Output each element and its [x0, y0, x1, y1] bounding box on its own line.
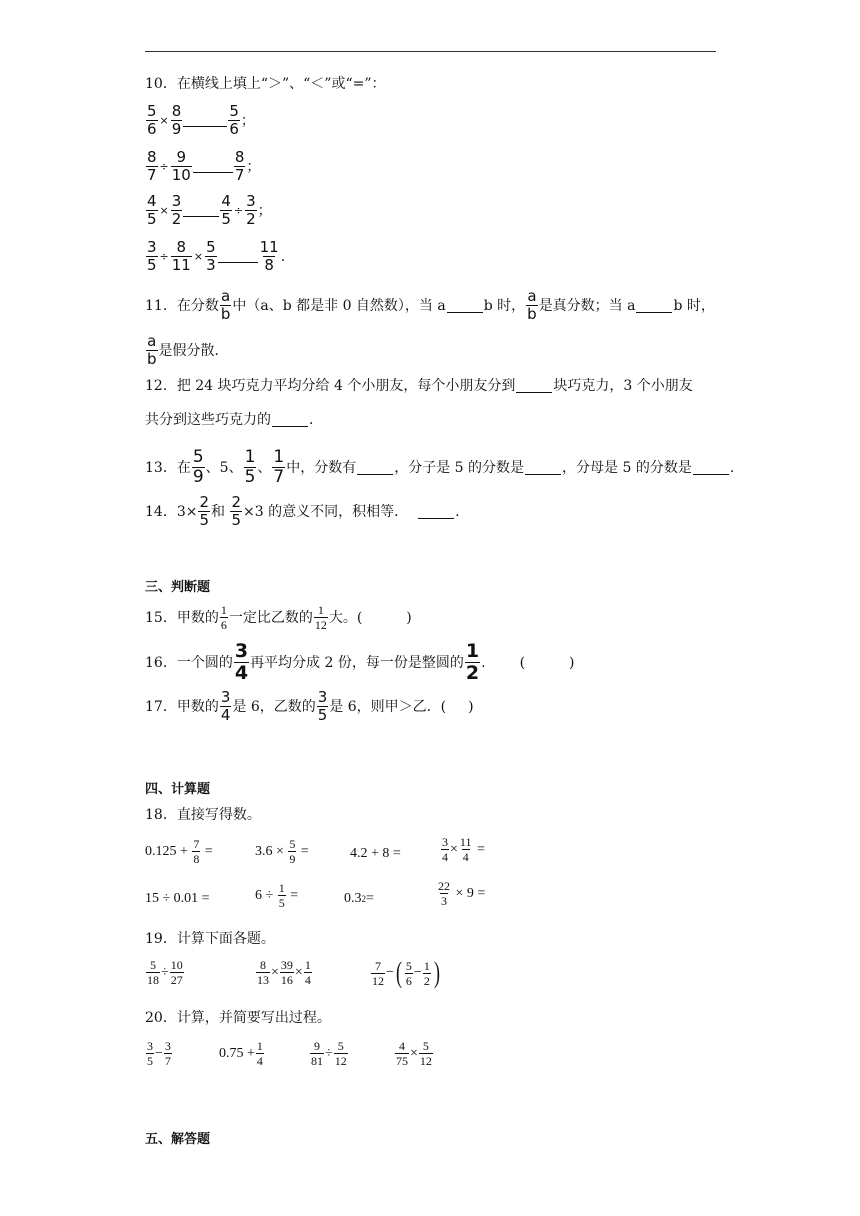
- calc-item: 0.75 + $\frac{1}{4}$: [219, 1039, 263, 1068]
- numerator: a: [147, 332, 157, 350]
- denominator: 6: [220, 618, 227, 632]
- operator: ÷: [233, 203, 244, 217]
- section-5-heading: 五、解答题: [145, 1132, 211, 1147]
- denominator: 5: [244, 467, 256, 487]
- numerator: 4: [221, 192, 231, 210]
- calc-item: 6 ÷ $\frac{1}{5}$ =: [255, 881, 299, 910]
- denominator: 5: [199, 511, 209, 529]
- answer-blank[interactable]: [357, 461, 393, 475]
- denominator: 16: [280, 973, 293, 987]
- fraction: [220, 690, 232, 723]
- numerator: a: [527, 287, 537, 305]
- numerator: 8: [234, 148, 245, 166]
- fraction: [465, 642, 480, 683]
- numerator: 9: [176, 148, 187, 166]
- denominator: 4: [462, 850, 469, 864]
- calc-item: 15 ÷ 0.01 =: [145, 891, 210, 906]
- numerator: 1: [244, 447, 256, 467]
- numerator: 8: [147, 148, 157, 166]
- denominator: 3: [441, 894, 447, 908]
- numerator: 8: [260, 958, 266, 972]
- denominator: 3: [206, 256, 216, 274]
- fraction: [164, 1040, 172, 1067]
- answer-blank[interactable]: [272, 413, 308, 427]
- fraction: [171, 194, 183, 227]
- numerator: 1: [220, 603, 227, 617]
- denominator: 7: [164, 1054, 171, 1068]
- numerator: 7: [375, 958, 381, 973]
- numerator: 4: [147, 192, 157, 210]
- question-13: 13．在 $\frac{5}{9}$ 、5、 $\frac{1}{5}$ 、 $\frac{1}{7}$ 中，分数有 ，分子是 5 的分数是 ，分母是 5 的分数是 .: [145, 447, 735, 487]
- answer-blank[interactable]: [525, 461, 561, 475]
- denominator: b: [220, 305, 231, 323]
- question-10-line-2: $\frac{8}{7}$ ÷ $\frac{9}{10}$ $\frac{8}{7}$ ；: [147, 148, 261, 184]
- fraction: [170, 959, 184, 986]
- denominator: 6: [405, 973, 412, 988]
- fraction: [171, 240, 192, 273]
- denominator: 5: [147, 256, 157, 274]
- numerator: 3: [147, 1039, 153, 1053]
- fraction: [234, 642, 249, 683]
- numerator: 5: [206, 238, 216, 256]
- numerator: 3: [442, 835, 448, 849]
- denominator: 11: [171, 256, 191, 274]
- numerator: 9: [314, 1039, 320, 1053]
- denominator: b: [147, 350, 157, 368]
- numerator: 5: [150, 958, 156, 972]
- fraction: [146, 104, 158, 137]
- fraction: [317, 690, 329, 723]
- denominator: 5: [147, 210, 157, 228]
- calc-item: $\frac{8}{13}$ × $\frac{39}{16}$ × $\frac{1}{4}$: [257, 958, 311, 987]
- fraction: [244, 449, 257, 486]
- numerator: 5: [289, 837, 296, 851]
- numerator: 3: [317, 688, 328, 706]
- numerator: 22: [438, 879, 450, 893]
- fraction: [192, 838, 200, 865]
- numerator: 4: [399, 1039, 405, 1053]
- fraction: [230, 495, 242, 528]
- numerator: 5: [229, 102, 239, 120]
- denominator: 5: [231, 511, 241, 529]
- fraction: [310, 1040, 324, 1067]
- fraction: [371, 960, 385, 987]
- header-rule: [145, 51, 716, 52]
- fraction: [192, 449, 205, 486]
- fraction: [234, 150, 246, 183]
- answer-blank[interactable]: [218, 250, 258, 263]
- answer-blank[interactable]: [447, 299, 483, 313]
- question-10-line-1: $\frac{5}{6}$ × $\frac{8}{9}$ $\frac{5}{6}$ ；: [147, 102, 255, 138]
- question-14: 14．3× $\frac{2}{5}$ 和 $\frac{2}{5}$ ×3 的意义不同，积相等． .: [145, 493, 460, 529]
- operator: ÷: [159, 249, 169, 263]
- numerator: 3: [246, 192, 256, 210]
- question-12-line-1: 12．把 24 块巧克力平均分给 4 个小朋友，每个小朋友分到 块巧克力，3 个小朋友: [145, 378, 693, 394]
- fraction: [526, 289, 538, 322]
- calc-item: $\frac{3}{5}$ − $\frac{3}{7}$: [147, 1039, 171, 1068]
- fraction: [280, 959, 294, 986]
- calc-item: 0.3 2 =: [344, 891, 374, 906]
- denominator: 7: [273, 467, 285, 487]
- fraction: [419, 1040, 433, 1067]
- numerator: 1: [273, 447, 285, 467]
- denominator: 4: [220, 706, 231, 724]
- fraction: [405, 960, 413, 987]
- question-19-prompt: 19．计算下面各题。: [145, 931, 275, 947]
- fraction: [437, 880, 451, 907]
- answer-blank[interactable]: [183, 204, 219, 217]
- fraction: [278, 882, 286, 909]
- fraction: [228, 104, 240, 137]
- numerator: 1: [256, 1039, 263, 1053]
- denominator: 7: [234, 166, 245, 184]
- operator: ×: [193, 249, 204, 263]
- question-10-prompt: 10．在横线上填上“＞”、“＜”或“=”：: [145, 76, 386, 92]
- fraction: [304, 959, 312, 986]
- numerator: 5: [337, 1039, 344, 1053]
- numerator: 5: [192, 447, 204, 467]
- fraction: [459, 836, 473, 863]
- calc-item: 0.125 + $\frac{7}{8}$ =: [145, 837, 213, 866]
- denominator: 8: [264, 256, 274, 274]
- denominator: 12: [372, 973, 384, 988]
- numerator: 5: [147, 102, 157, 120]
- question-11-line-1: 11．在分数 $\frac{a}{b}$ 中（a、b 都是非 0 自然数），当 a b 时， $\frac{a}{b}$ 是真分数；当 a b 时，: [145, 287, 715, 323]
- calc-item: $\frac{9}{81}$ ÷ $\frac{5}{12}$: [311, 1039, 347, 1068]
- numerator: 3: [171, 192, 182, 210]
- answer-blank[interactable]: [636, 299, 672, 313]
- denominator: 5: [317, 706, 328, 724]
- denominator: 4: [304, 973, 311, 987]
- denominator: 5: [221, 210, 231, 228]
- operator: ×: [159, 113, 169, 127]
- fraction: [256, 1040, 264, 1067]
- denominator: 9: [289, 852, 296, 866]
- denominator: b: [527, 305, 537, 323]
- question-12-line-2: 共分到这些巧克力的 ．: [145, 412, 323, 428]
- calc-item: 3.6 × $\frac{5}{9}$ =: [255, 837, 309, 866]
- denominator: 13: [257, 973, 269, 987]
- numerator: 2: [231, 493, 241, 511]
- denominator: 9: [171, 120, 182, 138]
- denominator: 2: [423, 973, 430, 988]
- denominator: 4: [442, 850, 448, 864]
- question-11-line-2: $\frac{a}{b}$ 是假分散．: [147, 332, 229, 368]
- answer-blank[interactable]: [193, 160, 233, 173]
- numerator: 11: [259, 238, 279, 256]
- denominator: 81: [311, 1054, 323, 1068]
- denominator: 8: [193, 852, 200, 866]
- operator: ÷: [159, 159, 169, 173]
- section-4-heading: 四、计算题: [145, 782, 211, 797]
- denominator: 18: [147, 973, 159, 987]
- numerator: 3: [220, 688, 231, 706]
- fraction: [146, 959, 160, 986]
- denominator: 4: [256, 1054, 263, 1068]
- numerator: 10: [170, 958, 183, 972]
- numerator: 1: [465, 640, 480, 662]
- fraction: [146, 194, 158, 227]
- fraction: [272, 449, 285, 486]
- fraction: [423, 960, 431, 987]
- numerator: 1: [278, 881, 285, 895]
- fraction: [441, 836, 449, 863]
- numerator: 1: [423, 958, 430, 973]
- numerator: 5: [405, 958, 412, 973]
- numerator: 7: [193, 837, 200, 851]
- denominator: 9: [192, 467, 204, 487]
- fraction: [288, 838, 296, 865]
- answer-blank[interactable]: [418, 505, 454, 519]
- fraction: [171, 150, 192, 183]
- question-20-prompt: 20．计算，并简要写出过程。: [145, 1010, 331, 1026]
- numerator: 1: [317, 603, 324, 617]
- denominator: 2: [246, 210, 256, 228]
- question-15: 15．甲数的 $\frac{1}{6}$ 一定比乙数的 $\frac{1}{12}$ 大。( ): [145, 603, 412, 632]
- denominator: 75: [396, 1054, 408, 1068]
- fraction: [146, 1040, 154, 1067]
- numerator: 39: [280, 958, 293, 972]
- fraction: [146, 150, 158, 183]
- numerator: a: [220, 287, 231, 305]
- calc-item: $\frac{5}{18}$ ÷ $\frac{10}{27}$: [147, 958, 183, 987]
- denominator: 2: [465, 662, 480, 684]
- denominator: 12: [334, 1054, 347, 1068]
- denominator: 12: [314, 618, 327, 632]
- fraction: [198, 495, 210, 528]
- numerator: 11: [459, 835, 472, 849]
- denominator: 7: [147, 166, 157, 184]
- denominator: 5: [147, 1054, 153, 1068]
- fraction: [395, 1040, 409, 1067]
- numerator: 3: [147, 238, 157, 256]
- section-3-heading: 三、判断题: [145, 580, 211, 595]
- numerator: 3: [164, 1039, 171, 1053]
- denominator: 27: [170, 973, 183, 987]
- answer-blank[interactable]: [516, 379, 552, 393]
- denominator: 5: [278, 896, 285, 910]
- calc-item: $\frac{4}{75}$ × $\frac{5}{12}$: [396, 1039, 432, 1068]
- parenthesis: ): [433, 956, 440, 989]
- question-18-prompt: 18．直接写得数。: [145, 807, 261, 823]
- numerator: 8: [176, 238, 187, 256]
- fraction: [171, 104, 183, 137]
- numerator: 5: [422, 1039, 429, 1053]
- fraction: [245, 194, 257, 227]
- denominator: 2: [171, 210, 182, 228]
- fraction: [314, 604, 328, 631]
- answer-blank[interactable]: [693, 461, 729, 475]
- fraction: [220, 194, 232, 227]
- numerator: 3: [234, 640, 249, 662]
- fraction: [259, 240, 280, 273]
- denominator: 6: [147, 120, 157, 138]
- question-16: 16．一个圆的 $\frac{3}{4}$ 再平均分成 2 份，每一份是整圆的 $\frac{1}{2}$ . ( ): [145, 640, 575, 684]
- fraction: [205, 240, 217, 273]
- fraction: [146, 240, 158, 273]
- denominator: 4: [234, 662, 249, 684]
- numerator: 1: [304, 958, 311, 972]
- fraction: [334, 1040, 348, 1067]
- question-10-line-3: $\frac{4}{5}$ × $\frac{3}{2}$ $\frac{4}{5}$ ÷ $\frac{3}{2}$ ；: [147, 192, 272, 228]
- answer-blank[interactable]: [183, 114, 227, 127]
- denominator: 10: [171, 166, 191, 184]
- question-17: 17．甲数的 $\frac{3}{4}$ 是 6，乙数的 $\frac{3}{5}$ 是 6，则甲＞乙．( ): [145, 688, 474, 724]
- fraction: [146, 334, 158, 367]
- question-10-line-4: $\frac{3}{5}$ ÷ $\frac{8}{11}$ × $\frac{5}{3}$ $\frac{11}{8}$ .: [147, 238, 286, 274]
- denominator: 12: [419, 1054, 432, 1068]
- parenthesis: (: [395, 956, 402, 989]
- calc-item: $\frac{7}{12}$ − ( $\frac{5}{6}$ − $\frac{1}{2}$ ): [372, 956, 440, 989]
- numerator: 8: [171, 102, 182, 120]
- calc-item: $\frac{22}{3}$ × 9 =: [438, 879, 486, 908]
- fraction: [220, 289, 232, 322]
- fraction: [220, 604, 228, 631]
- denominator: 6: [229, 120, 239, 138]
- operator: ×: [159, 203, 169, 217]
- fraction: [256, 959, 270, 986]
- calc-item: $\frac{3}{4}$ × $\frac{11}{4}$ =: [442, 835, 485, 864]
- numerator: 2: [199, 493, 209, 511]
- calc-item: 4.2 + 8 =: [350, 846, 401, 861]
